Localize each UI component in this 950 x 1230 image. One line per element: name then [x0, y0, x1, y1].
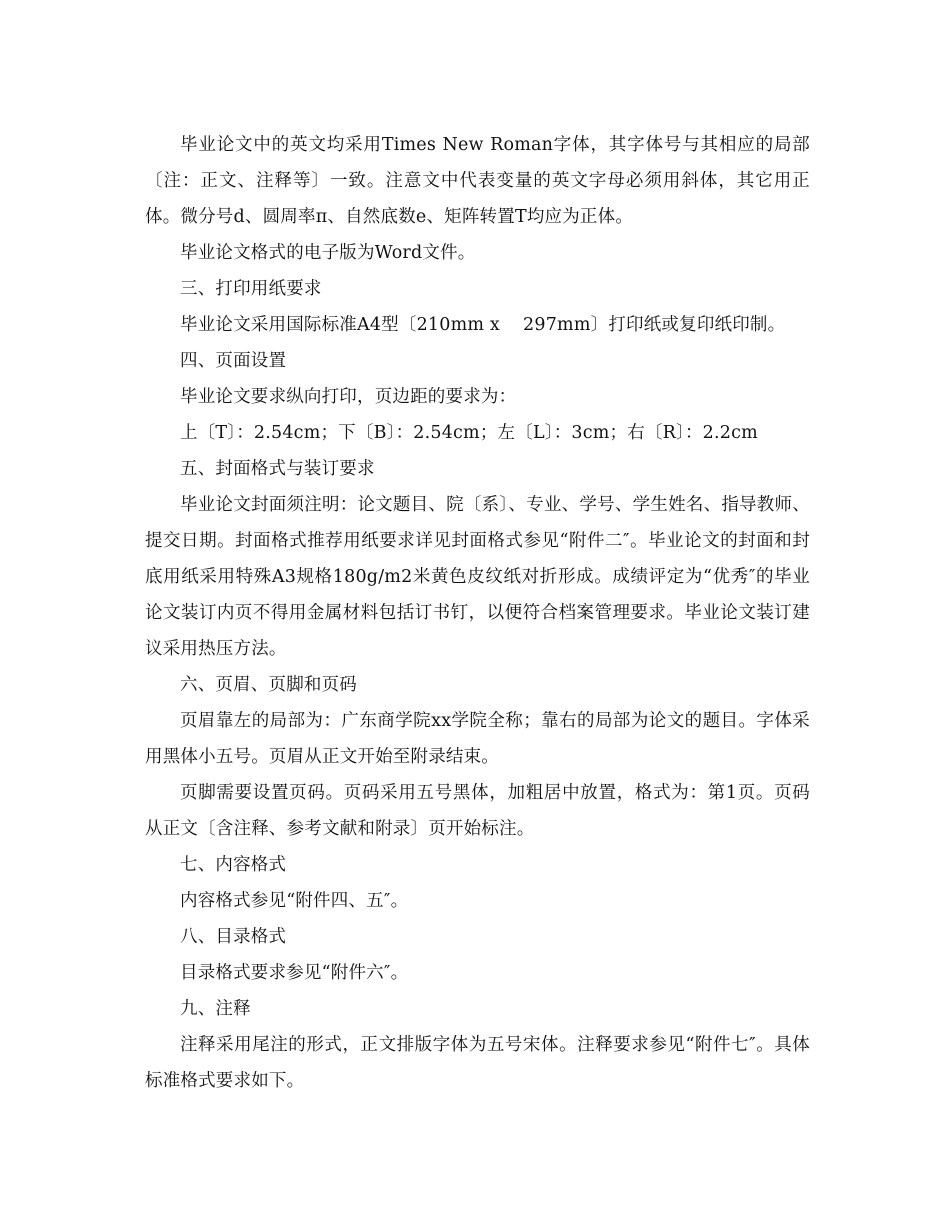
paragraph-footer: 页脚需要设置页码。页码采用五号黑体，加粗居中放置，格式为：第1页。页码从正文〔含注释、参考文献和附录〕页开始标注。	[145, 783, 810, 839]
paragraph-paper-size: 毕业论文采用国际标准A4型〔210mm x 297mm〕打印纸或复印纸印制。	[180, 315, 786, 335]
heading-header-footer: 六、页眉、页脚和页码	[180, 675, 357, 695]
document-body	[145, 127, 810, 1099]
paragraph-margin-values: 上〔T〕：2.54cm；下〔B〕：2.54cm；左〔L〕：3cm；右〔R〕：2.2cm	[180, 423, 758, 443]
paragraph-notes: 注释采用尾注的形式，正文排版字体为五号宋体。注释要求参见“附件七″。具体标准格式要求如下。	[145, 1035, 810, 1091]
paragraph-toc-format: 目录格式要求参见“附件六″。	[180, 963, 409, 983]
paragraph-cover-binding: 毕业论文封面须注明：论文题目、院〔系〕、专业、学号、学生姓名、指导教师、提交日期。封面格式推荐用纸要求详见封面格式参见“附件二″。毕业论文的封面和封底用纸采用特殊A3规格180g/m2米黄色皮纹纸对折形成。成绩评定为“优秀″的毕业论文装订内页不得用金属材料包括订书钉，以便符合档案管理要求。毕业论文装订建议采用热压方法。	[145, 495, 810, 659]
paragraph-header: 页眉靠左的局部为：广东商学院xx学院全称；靠右的局部为论文的题目。字体采用黑体小五号。页眉从正文开始至附录结束。	[145, 711, 810, 767]
heading-toc-format: 八、目录格式	[180, 927, 287, 947]
paragraph-electronic-version: 毕业论文格式的电子版为Word文件。	[180, 243, 476, 263]
heading-cover-binding: 五、封面格式与装订要求	[180, 459, 375, 479]
paragraph-content-format: 内容格式参见“附件四、五″。	[180, 891, 409, 911]
heading-paper-requirements: 三、打印用纸要求	[180, 279, 322, 299]
paragraph-english-font-rules: 毕业论文中的英文均采用Times New Roman字体，其字体号与其相应的局部〔注：正文、注释等〕一致。注意文中代表变量的英文字母必须用斜体，其它用正体。微分号d、圆周率π、自然底数e、矩阵转置T均应为正体。	[145, 135, 810, 227]
heading-content-format: 七、内容格式	[180, 855, 287, 875]
paragraph-margin-intro: 毕业论文要求纵向打印，页边距的要求为：	[180, 387, 517, 407]
heading-notes: 九、注释	[180, 999, 251, 1019]
heading-page-setup: 四、页面设置	[180, 351, 287, 371]
